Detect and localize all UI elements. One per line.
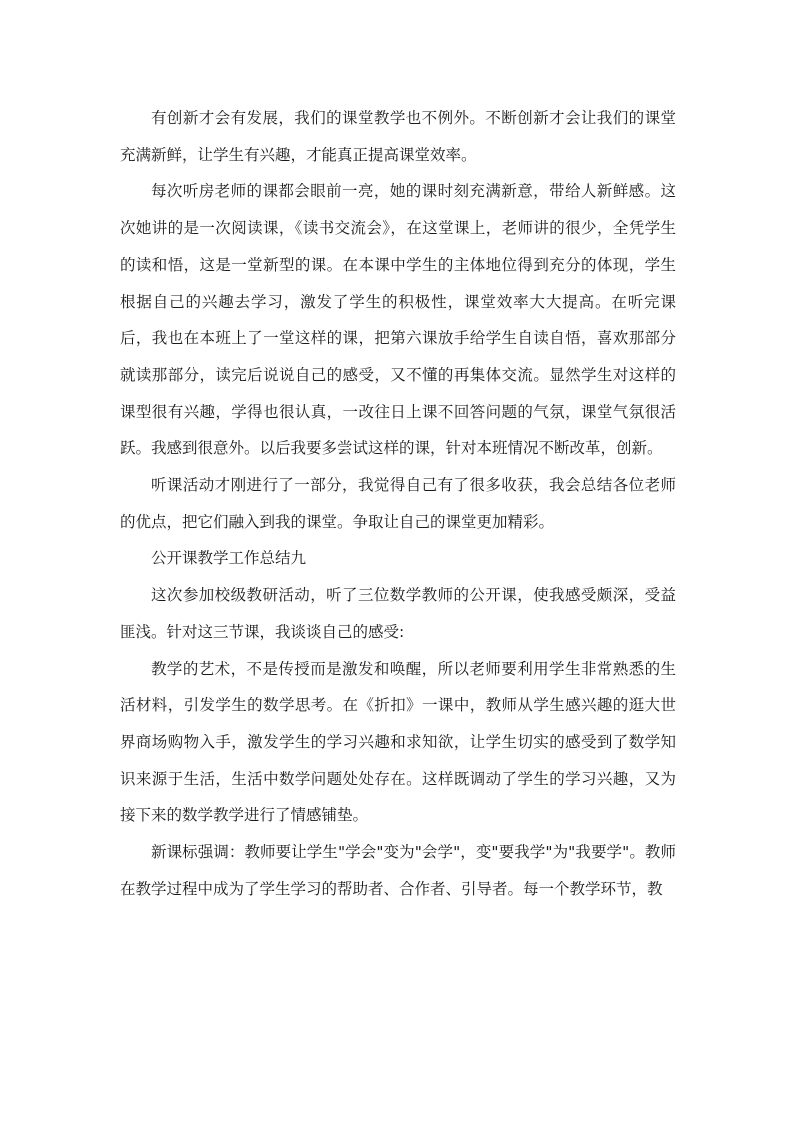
paragraph-innovation: 有创新才会有发展，我们的课堂教学也不例外。不断创新才会让我们的课堂充满新鲜，让学生有兴趣，才能真正提高课堂效率。 — [120, 109, 676, 164]
paragraph-intro: 这次参加校级教研活动，听了三位数学教师的公开课，使我感受颇深，受益匪浅。针对这三节课，我谈谈自己的感受: — [120, 586, 676, 641]
paragraph-new-curriculum: 新课标强调：教师要让学生"学会"变为"会学"，变"要我学"为"我要学"。教师在教学过程中成为了学生学习的帮助者、合作者、引导者。每一个教学环节，教 — [120, 843, 676, 898]
section-title: 公开课教学工作总结九 — [151, 549, 307, 568]
document-body — [120, 100, 676, 907]
paragraph-teacher-fang: 每次听房老师的课都会眼前一亮，她的课时刻充满新意，带给人新鲜感。这次她讲的是一次阅读课，《读书交流会》，在这堂课上，老师讲的很少，全凭学生的读和悟，这是一堂新型的课。在本课中学生的主体地位得到充分的体现，学生根据自己的兴趣去学习，激发了学生的积极性，课堂效率大大提高。在听完课后，我也在本班上了一堂这样的课，把第六课放手给学生自读自悟，喜欢那部分就读那部分，读完后说说自己的感受，又不懂的再集体交流。显然学生对这样的课型很有兴趣，学得也很认真，一改往日上课不回答问题的气氛，课堂气氛很活跃。我感到很意外。以后我要多尝试这样的课，针对本班情况不断改革，创新。 — [120, 182, 676, 458]
paragraph-art-of-teaching: 教学的艺术，不是传授而是激发和唤醒，所以老师要利用学生非常熟悉的生活材料，引发学生的数学思考。在《折扣》一课中，教师从学生感兴趣的逛大世界商场购物入手，激发学生的学习兴趣和求知欲，让学生切实的感受到了数学知识来源于生活，生活中数学问题处处存在。这样既调动了学生的学习兴趣，又为接下来的数学教学进行了情感铺垫。 — [120, 659, 676, 825]
paragraph-harvest: 听课活动才刚进行了一部分，我觉得自己有了很多收获，我会总结各位老师的优点，把它们融入到我的课堂。争取让自己的课堂更加精彩。 — [120, 476, 676, 531]
